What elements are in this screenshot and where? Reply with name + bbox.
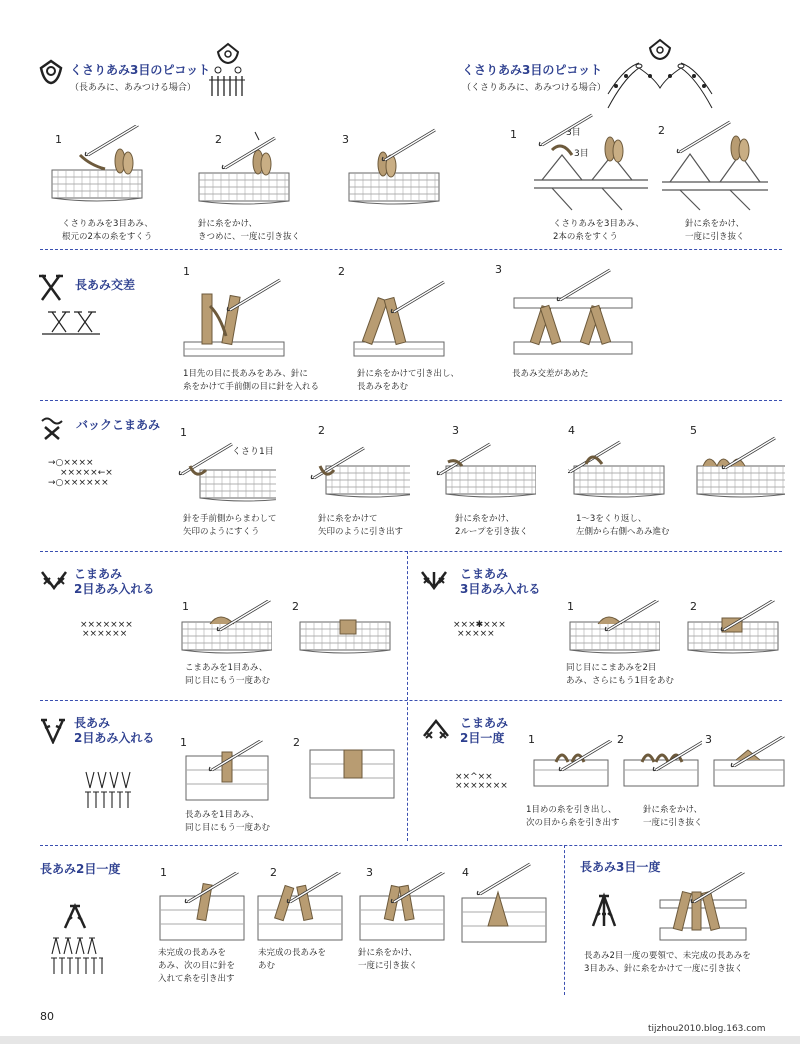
step-number: 2 — [690, 600, 697, 613]
section-title-dc-inc2: 長あみ 2目あみ入れる — [74, 716, 155, 745]
svg-text:×××××××: ××××××× — [80, 620, 133, 630]
chain-count-label: 3目 — [574, 149, 589, 159]
step-number: 3 — [495, 263, 502, 276]
cross-step3-illustration — [510, 268, 636, 358]
step-caption: 針に糸をかけて引き出し、 長あみをあむ — [357, 369, 460, 392]
section-title-back-sc: バックこまあみ — [76, 418, 161, 432]
sc-inc2-step1-illustration — [180, 600, 272, 658]
step-caption: 未完成の長あみを あむ — [258, 948, 327, 971]
column-divider — [407, 551, 408, 841]
sc-inc3-step1-illustration — [568, 600, 660, 658]
section-divider — [40, 400, 782, 401]
section-title-picot-ch: くさりあみ3目のピコット — [462, 63, 603, 77]
dc-dec2-step1-illustration — [158, 872, 248, 944]
picot-chain-chart-icon — [604, 38, 716, 112]
step-number: 2 — [215, 133, 222, 146]
step-caption: 針に糸をかけ、 一度に引き抜く — [685, 219, 745, 242]
step-caption: くさりあみを3目あみ、 根元の2本の糸をすくう — [62, 219, 153, 242]
cross-step2-illustration — [350, 276, 450, 360]
page-number: 80 — [40, 1010, 54, 1023]
dc-dec2-chart-icon — [48, 936, 104, 976]
step-caption: 針に糸をかけ、 きつめに、一度に引き抜く — [198, 219, 301, 242]
sc-inc3-chart-icon — [453, 618, 523, 638]
section-title-picot-dc: くさりあみ3目のピコット — [70, 63, 211, 77]
section-subtitle-picot-ch: （くさりあみに、あみつける場合） — [462, 83, 606, 93]
step-number: 2 — [270, 866, 277, 879]
step-number: 2 — [617, 733, 624, 746]
dc-dec3-symbol-icon — [590, 892, 618, 928]
sc-dec2-chart-icon — [455, 770, 513, 790]
cross-symbol-icon — [38, 272, 64, 302]
step-number: 1 — [55, 133, 62, 146]
dc-dec2-step4-illustration — [460, 862, 552, 946]
step-caption: こまあみを1目あみ、 同じ目にもう一度あむ — [185, 663, 271, 686]
chain-count-label: 3目 — [566, 128, 581, 138]
section-divider — [40, 249, 782, 250]
section-title-dc-dec2: 長あみ2目一度 — [40, 862, 121, 876]
back-sc-symbol-icon — [40, 416, 64, 440]
sc-inc2-symbol-icon — [40, 568, 68, 592]
step-number: 2 — [338, 265, 345, 278]
step-number: 3 — [342, 133, 349, 146]
dc-dec2-step3-illustration — [358, 872, 448, 944]
step-number: 3 — [366, 866, 373, 879]
step-number: 2 — [658, 124, 665, 137]
picot-ch-step2-illustration — [660, 112, 770, 212]
step-number: 1 — [180, 736, 187, 749]
sc-inc2-step2-illustration — [296, 614, 394, 658]
dc-dec3-illustration — [654, 872, 750, 944]
back-sc-chart-icon — [48, 455, 128, 487]
svg-text:×××✱×××: ×××✱××× — [453, 620, 506, 630]
step-number: 1 — [528, 733, 535, 746]
step-number: 1 — [510, 128, 517, 141]
dc-inc2-symbol-icon — [40, 716, 66, 744]
step-caption: 長あみを1目あみ、 同じ目にもう一度あむ — [185, 810, 271, 833]
step-number: 4 — [462, 866, 469, 879]
cross-chart-icon — [40, 308, 102, 338]
column-divider — [564, 845, 565, 995]
step-number: 1 — [180, 426, 187, 439]
step-number: 2 — [318, 424, 325, 437]
dc-inc2-step2-illustration — [308, 746, 398, 802]
sc-dec2-step3-illustration — [712, 736, 788, 790]
picot-chart-icon — [208, 42, 248, 98]
step-caption: 同じ目にこまあみを2目 あみ、さらにもう1目をあむ — [566, 663, 674, 686]
picot-dc-step3-illustration — [345, 128, 445, 208]
svg-text:××^××: ××^×× — [455, 772, 493, 782]
section-title-sc-inc2: こまあみ 2目あみ入れる — [74, 567, 155, 596]
section-divider — [40, 845, 782, 846]
sc-dec2-step1-illustration — [532, 740, 612, 790]
step-caption: くさりあみを3目あみ、 2本の糸をすくう — [553, 219, 644, 242]
back-sc-step3-illustration — [436, 436, 536, 506]
step-caption: 針に糸をかけ、 2ループを引き抜く — [455, 514, 528, 537]
step-caption: 針に糸をかけ、 一度に引き抜く — [643, 805, 703, 828]
sc-dec2-step2-illustration — [622, 740, 702, 790]
sc-dec2-symbol-icon — [422, 718, 450, 742]
section-title-cross: 長あみ交差 — [75, 278, 136, 292]
step-number: 4 — [568, 424, 575, 437]
svg-text:××××××: ×××××× — [82, 629, 128, 638]
sc-inc3-step2-illustration — [682, 600, 782, 658]
step-caption: 針に糸をかけて 矢印のように引き出す — [318, 514, 404, 537]
section-subtitle-picot-dc: （長あみに、あみつける場合） — [70, 83, 196, 93]
back-sc-step4-illustration — [568, 436, 668, 506]
section-title-sc-dec2: こまあみ 2目一度 — [460, 716, 509, 745]
step-number: 2 — [292, 600, 299, 613]
step-number: 2 — [293, 736, 300, 749]
step-number: 1 — [160, 866, 167, 879]
step-number: 1 — [183, 265, 190, 278]
step-caption: 1目先の目に長あみをあみ、針に 糸をかけて手前側の目に針を入れる — [183, 369, 320, 392]
step-caption: 針に糸をかけ、 一度に引き抜く — [358, 948, 418, 971]
section-divider — [40, 551, 782, 552]
sc-inc3-symbol-icon — [420, 568, 448, 592]
sc-inc2-chart-icon — [80, 618, 144, 638]
picot-dc-step1-illustration — [50, 125, 150, 205]
step-number: 1 — [567, 600, 574, 613]
section-title-sc-inc3: こまあみ 3目あみ入れる — [460, 567, 541, 596]
svg-text:×××××: ××××× — [457, 629, 495, 638]
svg-text:×××××××: ××××××× — [455, 781, 508, 790]
back-sc-step1-illustration — [176, 436, 276, 506]
step-number: 5 — [690, 424, 697, 437]
step-caption: 長あみ2目一度の要領で、未完成の長あみを 3目あみ、針に糸をかけて一度に引き抜く — [584, 951, 751, 974]
dc-inc2-step1-illustration — [184, 740, 274, 804]
svg-text:×××××←×: ×××××←× — [60, 468, 113, 478]
dc-dec2-symbol-icon — [62, 902, 88, 930]
step-number: 1 — [182, 600, 189, 613]
step-caption: 長あみ交差があめた — [512, 369, 589, 379]
step-caption: 1～3をくり返し、 左側から右側へあみ進む — [576, 514, 670, 537]
step-caption: 未完成の長あみを あみ、次の目に針を 入れて糸を引き出す — [158, 948, 236, 984]
picot-symbol-icon — [38, 58, 64, 86]
section-divider — [40, 700, 782, 701]
dc-inc2-chart-icon — [82, 770, 132, 810]
step-number: 3 — [705, 733, 712, 746]
watermark: tijzhou2010.blog.163.com — [648, 1024, 766, 1034]
bottom-bar — [0, 1036, 800, 1044]
back-sc-step2-illustration — [310, 436, 410, 506]
dc-dec2-step2-illustration — [256, 872, 346, 944]
step-number: 3 — [452, 424, 459, 437]
chain-one-label: くさり1目 — [232, 447, 274, 457]
section-title-dc-dec3: 長あみ3目一度 — [580, 860, 661, 874]
svg-text:→○××××××: →○×××××× — [48, 478, 109, 487]
picot-ch-step1-illustration — [532, 110, 650, 214]
back-sc-step5-illustration — [695, 436, 785, 506]
svg-text:→○××××: →○×××× — [48, 458, 94, 468]
picot-dc-step2-illustration — [195, 128, 295, 208]
step-caption: 針を手前側からまわして 矢印のようにすくう — [183, 514, 277, 537]
cross-step1-illustration — [180, 276, 290, 360]
step-caption: 1目めの糸を引き出し、 次の目から糸を引き出す — [526, 805, 620, 828]
